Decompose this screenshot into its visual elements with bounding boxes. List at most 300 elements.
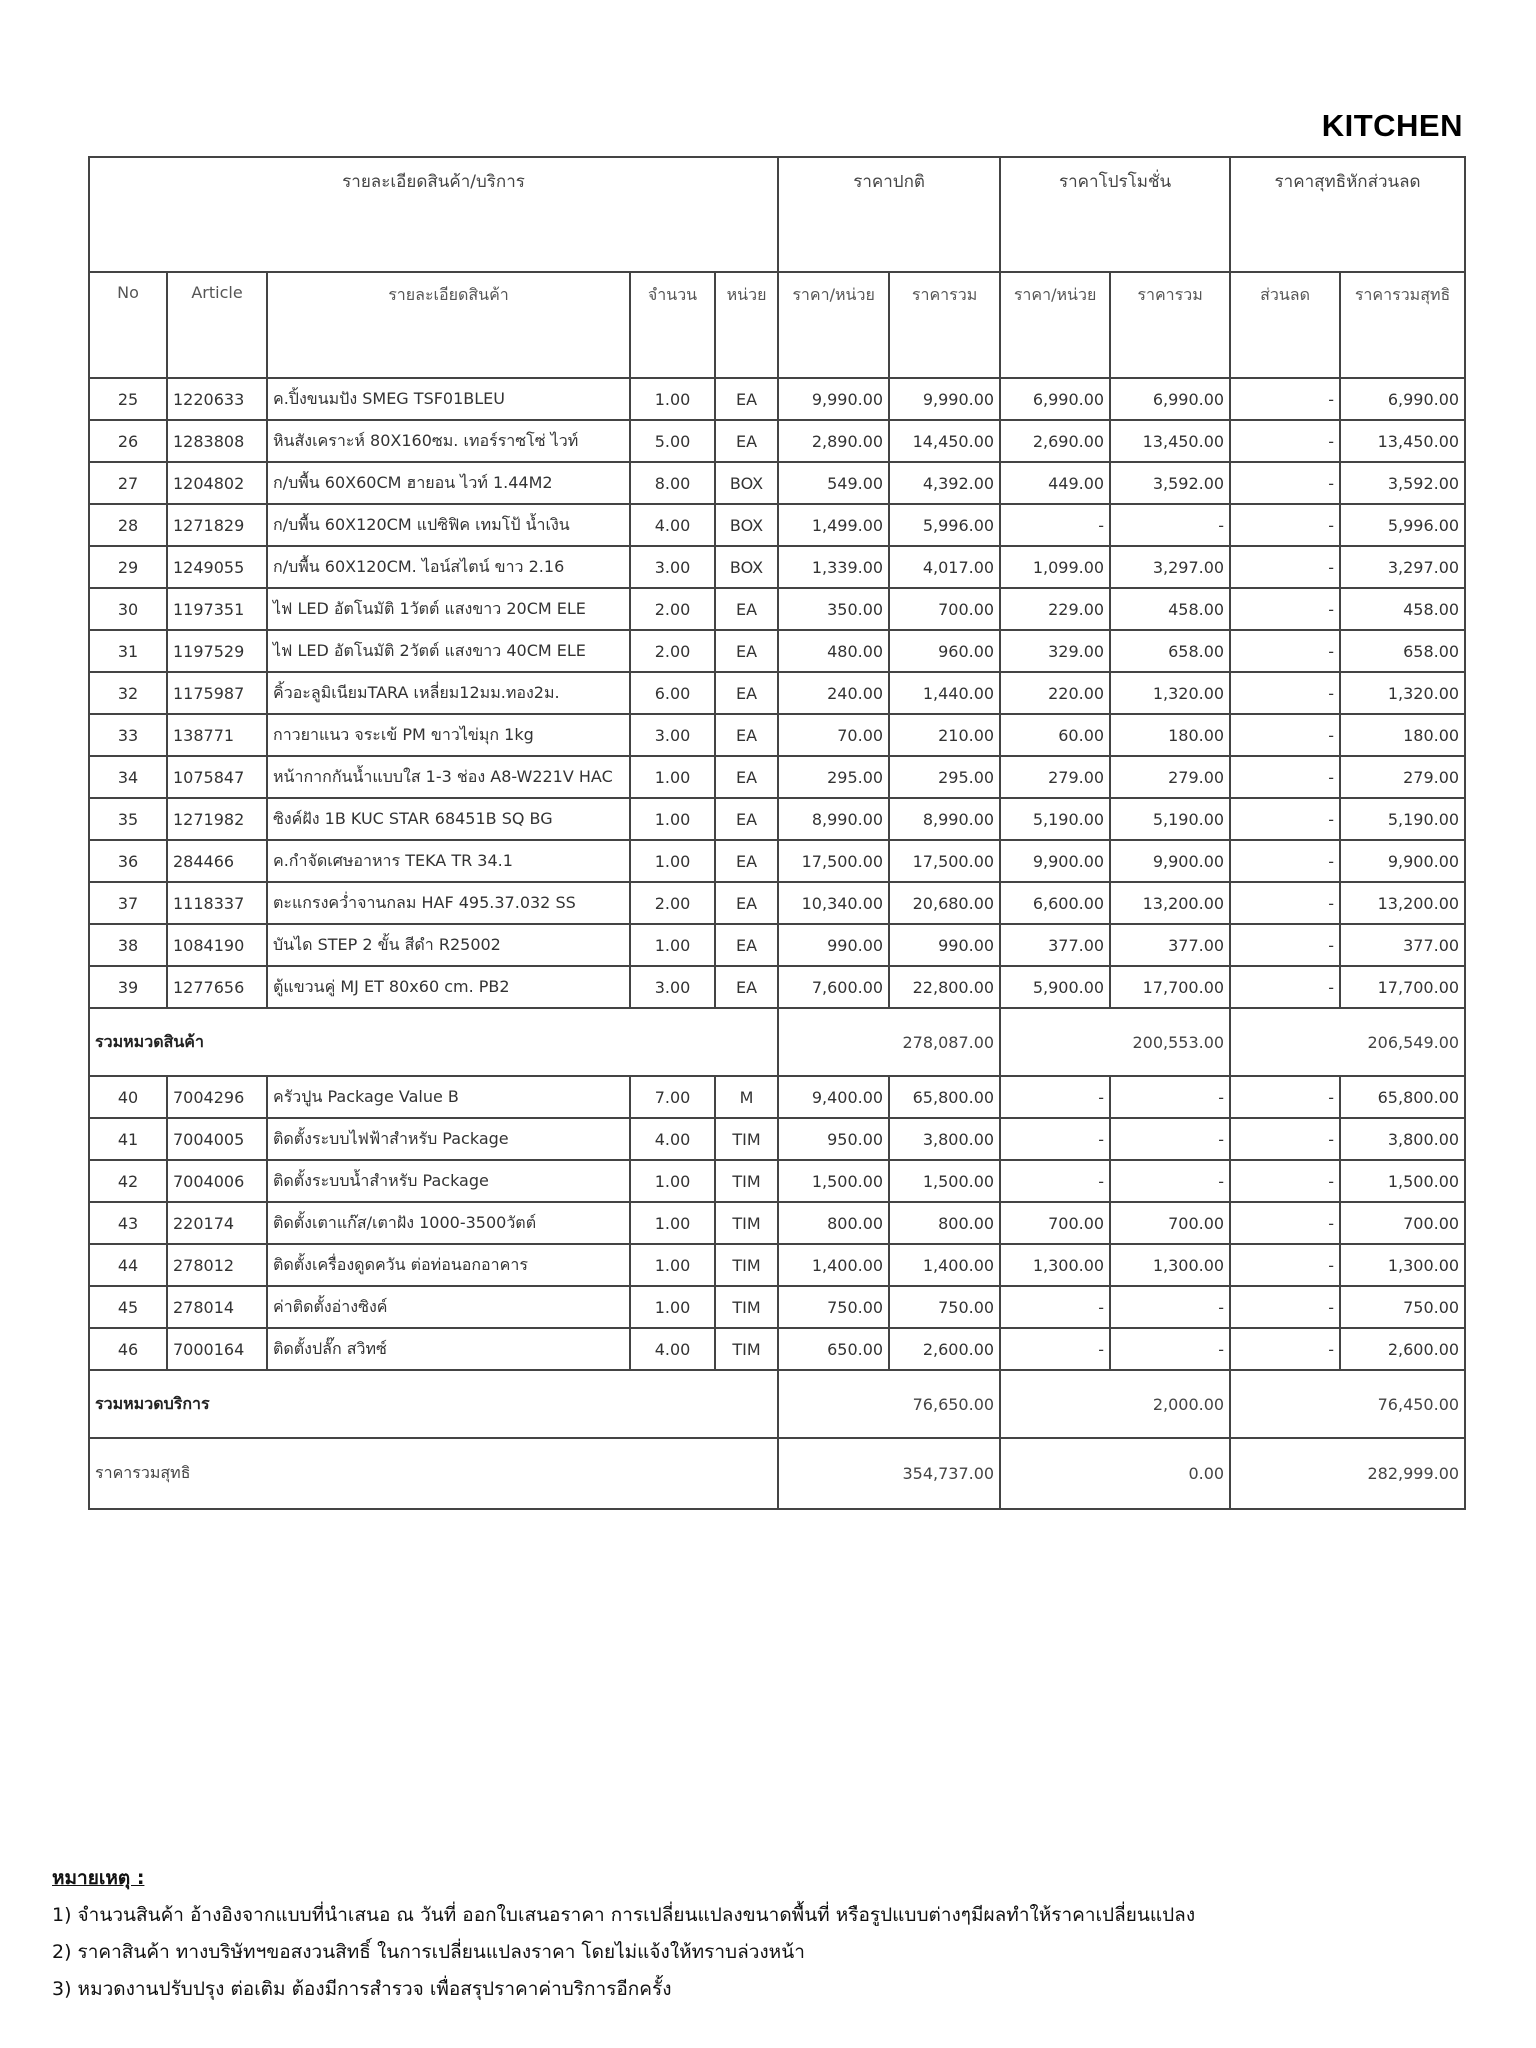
cell-promo-total: 377.00: [1110, 924, 1230, 966]
cell-unit-price: 10,340.00: [778, 882, 889, 924]
cell-total: 2,600.00: [889, 1328, 1000, 1370]
cell-promo-unit-price: 449.00: [1000, 462, 1110, 504]
cell-promo-total: 5,190.00: [1110, 798, 1230, 840]
product-subtotal-label: รวมหมวดสินค้า: [89, 1008, 778, 1076]
cell-total: 800.00: [889, 1202, 1000, 1244]
grand-total-label: ราคารวมสุทธิ: [89, 1438, 778, 1509]
cell-description: ติดตั้งเครื่องดูดควัน ต่อท่อนอกอาคาร: [267, 1244, 630, 1286]
cell-unit-price: 950.00: [778, 1118, 889, 1160]
cell-no: 27: [89, 462, 167, 504]
cell-discount: -: [1230, 966, 1340, 1008]
cell-promo-total: -: [1110, 1328, 1230, 1370]
cell-no: 32: [89, 672, 167, 714]
cell-discount: -: [1230, 798, 1340, 840]
cell-article: 7004296: [167, 1076, 267, 1118]
cell-unit-price: 17,500.00: [778, 840, 889, 882]
cell-article: 1197351: [167, 588, 267, 630]
service-subtotal-net: 76,450.00: [1230, 1370, 1465, 1438]
col-header-discount: ส่วนลด: [1230, 272, 1340, 378]
cell-article: 7000164: [167, 1328, 267, 1370]
cell-description: ก/บพื้น 60X60CM ฮายอน ไวท์ 1.44M2: [267, 462, 630, 504]
grand-total-net: 282,999.00: [1230, 1438, 1465, 1509]
cell-quantity: 1.00: [630, 798, 715, 840]
cell-unit-price: 7,600.00: [778, 966, 889, 1008]
cell-unit: TIM: [715, 1118, 778, 1160]
cell-unit-price: 9,400.00: [778, 1076, 889, 1118]
cell-net-total: 279.00: [1340, 756, 1465, 798]
cell-net-total: 17,700.00: [1340, 966, 1465, 1008]
cell-unit: BOX: [715, 546, 778, 588]
cell-discount: -: [1230, 1118, 1340, 1160]
note-line-3: 3) หมวดงานปรับปรุง ต่อเติม ต้องมีการสำรวจ เพื่อสรุปราคาค่าบริการอีกครั้ง: [52, 1978, 672, 2000]
cell-quantity: 1.00: [630, 1160, 715, 1202]
cell-quantity: 6.00: [630, 672, 715, 714]
cell-description: ก/บพื้น 60X120CM แปซิฟิค เทมโป้ น้ำเงิน: [267, 504, 630, 546]
cell-promo-total: 1,320.00: [1110, 672, 1230, 714]
cell-promo-total: 658.00: [1110, 630, 1230, 672]
cell-total: 960.00: [889, 630, 1000, 672]
cell-article: 278012: [167, 1244, 267, 1286]
cell-net-total: 1,320.00: [1340, 672, 1465, 714]
cell-discount: -: [1230, 1244, 1340, 1286]
cell-quantity: 8.00: [630, 462, 715, 504]
cell-total: 4,017.00: [889, 546, 1000, 588]
table-row: [89, 378, 1465, 420]
cell-quantity: 2.00: [630, 630, 715, 672]
cell-discount: -: [1230, 1286, 1340, 1328]
cell-quantity: 2.00: [630, 882, 715, 924]
cell-total: 295.00: [889, 756, 1000, 798]
cell-unit-price: 8,990.00: [778, 798, 889, 840]
cell-discount: -: [1230, 1202, 1340, 1244]
cell-promo-unit-price: -: [1000, 1286, 1110, 1328]
cell-unit: EA: [715, 966, 778, 1008]
cell-total: 22,800.00: [889, 966, 1000, 1008]
cell-discount: -: [1230, 924, 1340, 966]
cell-unit-price: 549.00: [778, 462, 889, 504]
cell-net-total: 658.00: [1340, 630, 1465, 672]
cell-unit: TIM: [715, 1328, 778, 1370]
cell-no: 26: [89, 420, 167, 462]
cell-quantity: 7.00: [630, 1076, 715, 1118]
cell-promo-total: -: [1110, 1286, 1230, 1328]
cell-description: ค่าติดตั้งอ่างซิงค์: [267, 1286, 630, 1328]
cell-unit: EA: [715, 672, 778, 714]
table-row: [89, 1160, 1465, 1202]
cell-total: 5,996.00: [889, 504, 1000, 546]
cell-quantity: 1.00: [630, 756, 715, 798]
table-row: [89, 882, 1465, 924]
cell-no: 34: [89, 756, 167, 798]
service-subtotal-promo: 2,000.00: [1000, 1370, 1230, 1438]
notes-section: [52, 1860, 1195, 2008]
cell-total: 1,500.00: [889, 1160, 1000, 1202]
cell-unit-price: 1,339.00: [778, 546, 889, 588]
cell-unit: TIM: [715, 1202, 778, 1244]
grand-total-promo: 0.00: [1000, 1438, 1230, 1509]
cell-discount: -: [1230, 840, 1340, 882]
cell-no: 38: [89, 924, 167, 966]
grand-total-normal: 354,737.00: [778, 1438, 1000, 1509]
cell-unit-price: 295.00: [778, 756, 889, 798]
cell-promo-unit-price: 2,690.00: [1000, 420, 1110, 462]
cell-description: ค.กำจัดเศษอาหาร TEKA TR 34.1: [267, 840, 630, 882]
col-header-quantity: จำนวน: [630, 272, 715, 378]
service-subtotal-label: รวมหมวดบริการ: [89, 1370, 778, 1438]
cell-article: 7004006: [167, 1160, 267, 1202]
cell-promo-total: -: [1110, 1160, 1230, 1202]
cell-net-total: 6,990.00: [1340, 378, 1465, 420]
table-row: [89, 1244, 1465, 1286]
cell-unit-price: 480.00: [778, 630, 889, 672]
table-row: [89, 1328, 1465, 1370]
cell-discount: -: [1230, 672, 1340, 714]
cell-promo-total: 3,297.00: [1110, 546, 1230, 588]
cell-net-total: 700.00: [1340, 1202, 1465, 1244]
cell-quantity: 3.00: [630, 714, 715, 756]
cell-quantity: 4.00: [630, 504, 715, 546]
cell-no: 31: [89, 630, 167, 672]
cell-quantity: 4.00: [630, 1118, 715, 1160]
cell-description: ติดตั้งเตาแก๊ส/เตาฝัง 1000-3500วัตต์: [267, 1202, 630, 1244]
table-row: [89, 1118, 1465, 1160]
cell-description: ไฟ LED อัตโนมัติ 2วัตต์ แสงขาว 40CM ELE: [267, 630, 630, 672]
product-rows: [89, 378, 1465, 1008]
cell-promo-total: 180.00: [1110, 714, 1230, 756]
cell-unit-price: 990.00: [778, 924, 889, 966]
cell-total: 990.00: [889, 924, 1000, 966]
product-subtotal-net: 206,549.00: [1230, 1008, 1465, 1076]
cell-net-total: 65,800.00: [1340, 1076, 1465, 1118]
cell-net-total: 1,500.00: [1340, 1160, 1465, 1202]
cell-discount: -: [1230, 420, 1340, 462]
cell-article: 1271829: [167, 504, 267, 546]
cell-promo-unit-price: 9,900.00: [1000, 840, 1110, 882]
cell-net-total: 1,300.00: [1340, 1244, 1465, 1286]
cell-discount: -: [1230, 1160, 1340, 1202]
cell-quantity: 1.00: [630, 378, 715, 420]
cell-promo-total: -: [1110, 1076, 1230, 1118]
cell-total: 4,392.00: [889, 462, 1000, 504]
cell-unit-price: 1,499.00: [778, 504, 889, 546]
cell-net-total: 13,200.00: [1340, 882, 1465, 924]
col-header-promo-total: ราคารวม: [1110, 272, 1230, 378]
cell-quantity: 4.00: [630, 1328, 715, 1370]
cell-no: 25: [89, 378, 167, 420]
group-header-promo-price: ราคาโปรโมชั่น: [1000, 157, 1230, 272]
group-header-normal-price: ราคาปกติ: [778, 157, 1000, 272]
cell-unit: EA: [715, 588, 778, 630]
cell-quantity: 1.00: [630, 1202, 715, 1244]
cell-total: 8,990.00: [889, 798, 1000, 840]
cell-unit: TIM: [715, 1244, 778, 1286]
col-header-net-total: ราคารวมสุทธิ: [1340, 272, 1465, 378]
cell-promo-total: -: [1110, 504, 1230, 546]
cell-discount: -: [1230, 462, 1340, 504]
cell-quantity: 1.00: [630, 1286, 715, 1328]
cell-net-total: 3,592.00: [1340, 462, 1465, 504]
cell-quantity: 3.00: [630, 546, 715, 588]
cell-unit-price: 70.00: [778, 714, 889, 756]
cell-no: 30: [89, 588, 167, 630]
cell-net-total: 750.00: [1340, 1286, 1465, 1328]
cell-article: 1084190: [167, 924, 267, 966]
cell-no: 37: [89, 882, 167, 924]
cell-net-total: 377.00: [1340, 924, 1465, 966]
cell-promo-unit-price: -: [1000, 1328, 1110, 1370]
cell-no: 33: [89, 714, 167, 756]
product-subtotal-promo: 200,553.00: [1000, 1008, 1230, 1076]
cell-promo-unit-price: -: [1000, 1118, 1110, 1160]
table-row: [89, 756, 1465, 798]
table-row: [89, 462, 1465, 504]
cell-promo-unit-price: 229.00: [1000, 588, 1110, 630]
cell-discount: -: [1230, 630, 1340, 672]
col-header-unit-price: ราคา/หน่วย: [778, 272, 889, 378]
cell-description: คิ้วอะลูมิเนียมTARA เหลี่ยม12มม.ทอง2ม.: [267, 672, 630, 714]
table-row: [89, 588, 1465, 630]
cell-article: 138771: [167, 714, 267, 756]
cell-article: 1277656: [167, 966, 267, 1008]
cell-net-total: 5,996.00: [1340, 504, 1465, 546]
cell-promo-unit-price: 5,190.00: [1000, 798, 1110, 840]
cell-promo-unit-price: 279.00: [1000, 756, 1110, 798]
cell-unit: TIM: [715, 1286, 778, 1328]
cell-net-total: 5,190.00: [1340, 798, 1465, 840]
cell-promo-total: 1,300.00: [1110, 1244, 1230, 1286]
table-row: [89, 798, 1465, 840]
table-row: [89, 1286, 1465, 1328]
cell-unit: BOX: [715, 462, 778, 504]
cell-quantity: 5.00: [630, 420, 715, 462]
service-subtotal-normal: 76,650.00: [778, 1370, 1000, 1438]
cell-unit: EA: [715, 924, 778, 966]
table-row: [89, 714, 1465, 756]
cell-promo-unit-price: 220.00: [1000, 672, 1110, 714]
column-header-row: [89, 272, 1465, 378]
cell-net-total: 9,900.00: [1340, 840, 1465, 882]
cell-article: 284466: [167, 840, 267, 882]
cell-unit-price: 800.00: [778, 1202, 889, 1244]
cell-discount: -: [1230, 546, 1340, 588]
cell-total: 20,680.00: [889, 882, 1000, 924]
cell-unit: EA: [715, 714, 778, 756]
cell-promo-unit-price: 329.00: [1000, 630, 1110, 672]
cell-article: 1118337: [167, 882, 267, 924]
product-subtotal-row: [89, 1008, 1465, 1076]
table-row: [89, 1076, 1465, 1118]
cell-total: 700.00: [889, 588, 1000, 630]
note-line-2: 2) ราคาสินค้า ทางบริษัทฯขอสงวนสิทธิ์ ในการเปลี่ยนแปลงราคา โดยไม่แจ้งให้ทราบล่วงหน้า: [52, 1941, 805, 1963]
col-header-promo-unit-price: ราคา/หน่วย: [1000, 272, 1110, 378]
service-rows: [89, 1076, 1465, 1370]
table-row: [89, 672, 1465, 714]
cell-unit-price: 750.00: [778, 1286, 889, 1328]
cell-unit: BOX: [715, 504, 778, 546]
cell-article: 1204802: [167, 462, 267, 504]
cell-description: ไฟ LED อัตโนมัติ 1วัตต์ แสงขาว 20CM ELE: [267, 588, 630, 630]
table-row: [89, 504, 1465, 546]
table-row: [89, 966, 1465, 1008]
cell-quantity: 1.00: [630, 840, 715, 882]
cell-article: 1075847: [167, 756, 267, 798]
cell-unit: TIM: [715, 1160, 778, 1202]
cell-unit-price: 9,990.00: [778, 378, 889, 420]
cell-net-total: 13,450.00: [1340, 420, 1465, 462]
cell-article: 1249055: [167, 546, 267, 588]
grand-total-row: [89, 1438, 1465, 1509]
cell-description: ก/บพื้น 60X120CM. ไอน์สไตน์ ขาว 2.16: [267, 546, 630, 588]
cell-unit: EA: [715, 798, 778, 840]
cell-discount: -: [1230, 378, 1340, 420]
cell-total: 210.00: [889, 714, 1000, 756]
cell-promo-total: 279.00: [1110, 756, 1230, 798]
cell-promo-unit-price: 5,900.00: [1000, 966, 1110, 1008]
cell-promo-unit-price: -: [1000, 1076, 1110, 1118]
cell-article: 1220633: [167, 378, 267, 420]
cell-unit: EA: [715, 420, 778, 462]
cell-description: ซิงค์ฝัง 1B KUC STAR 68451B SQ BG: [267, 798, 630, 840]
cell-no: 29: [89, 546, 167, 588]
cell-unit-price: 1,500.00: [778, 1160, 889, 1202]
col-header-description: รายละเอียดสินค้า: [267, 272, 630, 378]
cell-description: หน้ากากกันน้ำแบบใส 1-3 ช่อง A8-W221V HAC: [267, 756, 630, 798]
product-subtotal-normal: 278,087.00: [778, 1008, 1000, 1076]
cell-unit: EA: [715, 378, 778, 420]
col-header-unit: หน่วย: [715, 272, 778, 378]
notes-title: หมายเหตุ :: [52, 1867, 145, 1889]
cell-unit: EA: [715, 756, 778, 798]
cell-article: 278014: [167, 1286, 267, 1328]
cell-discount: -: [1230, 714, 1340, 756]
table-row: [89, 420, 1465, 462]
cell-total: 1,440.00: [889, 672, 1000, 714]
cell-no: 39: [89, 966, 167, 1008]
cell-discount: -: [1230, 1076, 1340, 1118]
cell-promo-unit-price: 1,300.00: [1000, 1244, 1110, 1286]
cell-promo-total: 9,900.00: [1110, 840, 1230, 882]
cell-no: 40: [89, 1076, 167, 1118]
cell-article: 7004005: [167, 1118, 267, 1160]
cell-promo-unit-price: -: [1000, 1160, 1110, 1202]
cell-article: 1271982: [167, 798, 267, 840]
cell-discount: -: [1230, 756, 1340, 798]
cell-total: 17,500.00: [889, 840, 1000, 882]
cell-unit-price: 650.00: [778, 1328, 889, 1370]
cell-no: 43: [89, 1202, 167, 1244]
group-header-row: [89, 157, 1465, 272]
table-row: [89, 840, 1465, 882]
cell-discount: -: [1230, 1328, 1340, 1370]
cell-discount: -: [1230, 882, 1340, 924]
cell-discount: -: [1230, 504, 1340, 546]
cell-unit: EA: [715, 882, 778, 924]
cell-promo-unit-price: 6,990.00: [1000, 378, 1110, 420]
cell-total: 1,400.00: [889, 1244, 1000, 1286]
cell-quantity: 1.00: [630, 924, 715, 966]
group-header-net-price: ราคาสุทธิหักส่วนลด: [1230, 157, 1465, 272]
cell-unit: EA: [715, 630, 778, 672]
cell-promo-total: 13,450.00: [1110, 420, 1230, 462]
page-title: KITCHEN: [1321, 108, 1463, 143]
cell-total: 14,450.00: [889, 420, 1000, 462]
cell-promo-unit-price: 60.00: [1000, 714, 1110, 756]
cell-description: ตะแกรงคว่ำจานกลม HAF 495.37.032 SS: [267, 882, 630, 924]
cell-description: ติดตั้งปลั๊ก สวิทซ์: [267, 1328, 630, 1370]
note-line-1: 1) จำนวนสินค้า อ้างอิงจากแบบที่นำเสนอ ณ วันที่ ออกใบเสนอราคา การเปลี่ยนแปลงขนาดพื้นที่ หรือรูปแบบต่างๆมีผลทำให้ราคาเปลี่ยนแปลง: [52, 1904, 1196, 1926]
col-header-no: No: [89, 272, 167, 378]
cell-promo-total: 17,700.00: [1110, 966, 1230, 1008]
cell-promo-unit-price: 700.00: [1000, 1202, 1110, 1244]
cell-no: 36: [89, 840, 167, 882]
cell-net-total: 458.00: [1340, 588, 1465, 630]
cell-total: 750.00: [889, 1286, 1000, 1328]
cell-description: ครัวปูน Package Value B: [267, 1076, 630, 1118]
cell-quantity: 1.00: [630, 1244, 715, 1286]
cell-unit: M: [715, 1076, 778, 1118]
cell-description: หินสังเคราะห์ 80X160ซม. เทอร์ราซโซ่ ไวท์: [267, 420, 630, 462]
cell-quantity: 2.00: [630, 588, 715, 630]
cell-unit-price: 1,400.00: [778, 1244, 889, 1286]
cell-promo-unit-price: 6,600.00: [1000, 882, 1110, 924]
cell-no: 41: [89, 1118, 167, 1160]
cell-promo-unit-price: -: [1000, 504, 1110, 546]
cell-discount: -: [1230, 588, 1340, 630]
cell-promo-total: 6,990.00: [1110, 378, 1230, 420]
cell-total: 3,800.00: [889, 1118, 1000, 1160]
cell-no: 44: [89, 1244, 167, 1286]
table-row: [89, 630, 1465, 672]
cell-net-total: 180.00: [1340, 714, 1465, 756]
cell-no: 42: [89, 1160, 167, 1202]
cell-article: 1283808: [167, 420, 267, 462]
table-row: [89, 546, 1465, 588]
cell-promo-total: 3,592.00: [1110, 462, 1230, 504]
cell-promo-total: -: [1110, 1118, 1230, 1160]
cell-unit-price: 350.00: [778, 588, 889, 630]
cell-unit-price: 240.00: [778, 672, 889, 714]
cell-description: บันได STEP 2 ขั้น สีดำ R25002: [267, 924, 630, 966]
cell-total: 65,800.00: [889, 1076, 1000, 1118]
cell-quantity: 3.00: [630, 966, 715, 1008]
cell-promo-unit-price: 377.00: [1000, 924, 1110, 966]
cell-unit-price: 2,890.00: [778, 420, 889, 462]
cell-description: ค.ปิ้งขนมปัง SMEG TSF01BLEU: [267, 378, 630, 420]
cell-net-total: 3,297.00: [1340, 546, 1465, 588]
cell-article: 1197529: [167, 630, 267, 672]
quotation-table: [88, 156, 1466, 1510]
cell-promo-unit-price: 1,099.00: [1000, 546, 1110, 588]
cell-unit: EA: [715, 840, 778, 882]
service-subtotal-row: [89, 1370, 1465, 1438]
cell-net-total: 3,800.00: [1340, 1118, 1465, 1160]
cell-article: 220174: [167, 1202, 267, 1244]
cell-description: ตู้แขวนคู่ MJ ET 80x60 cm. PB2: [267, 966, 630, 1008]
group-header-details: รายละเอียดสินค้า/บริการ: [89, 157, 778, 272]
table-row: [89, 924, 1465, 966]
cell-no: 35: [89, 798, 167, 840]
cell-description: ติดตั้งระบบน้ำสำหรับ Package: [267, 1160, 630, 1202]
cell-promo-total: 458.00: [1110, 588, 1230, 630]
cell-description: ติดตั้งระบบไฟฟ้าสำหรับ Package: [267, 1118, 630, 1160]
cell-article: 1175987: [167, 672, 267, 714]
cell-promo-total: 13,200.00: [1110, 882, 1230, 924]
cell-no: 28: [89, 504, 167, 546]
cell-no: 46: [89, 1328, 167, 1370]
cell-promo-total: 700.00: [1110, 1202, 1230, 1244]
cell-total: 9,990.00: [889, 378, 1000, 420]
table-row: [89, 1202, 1465, 1244]
